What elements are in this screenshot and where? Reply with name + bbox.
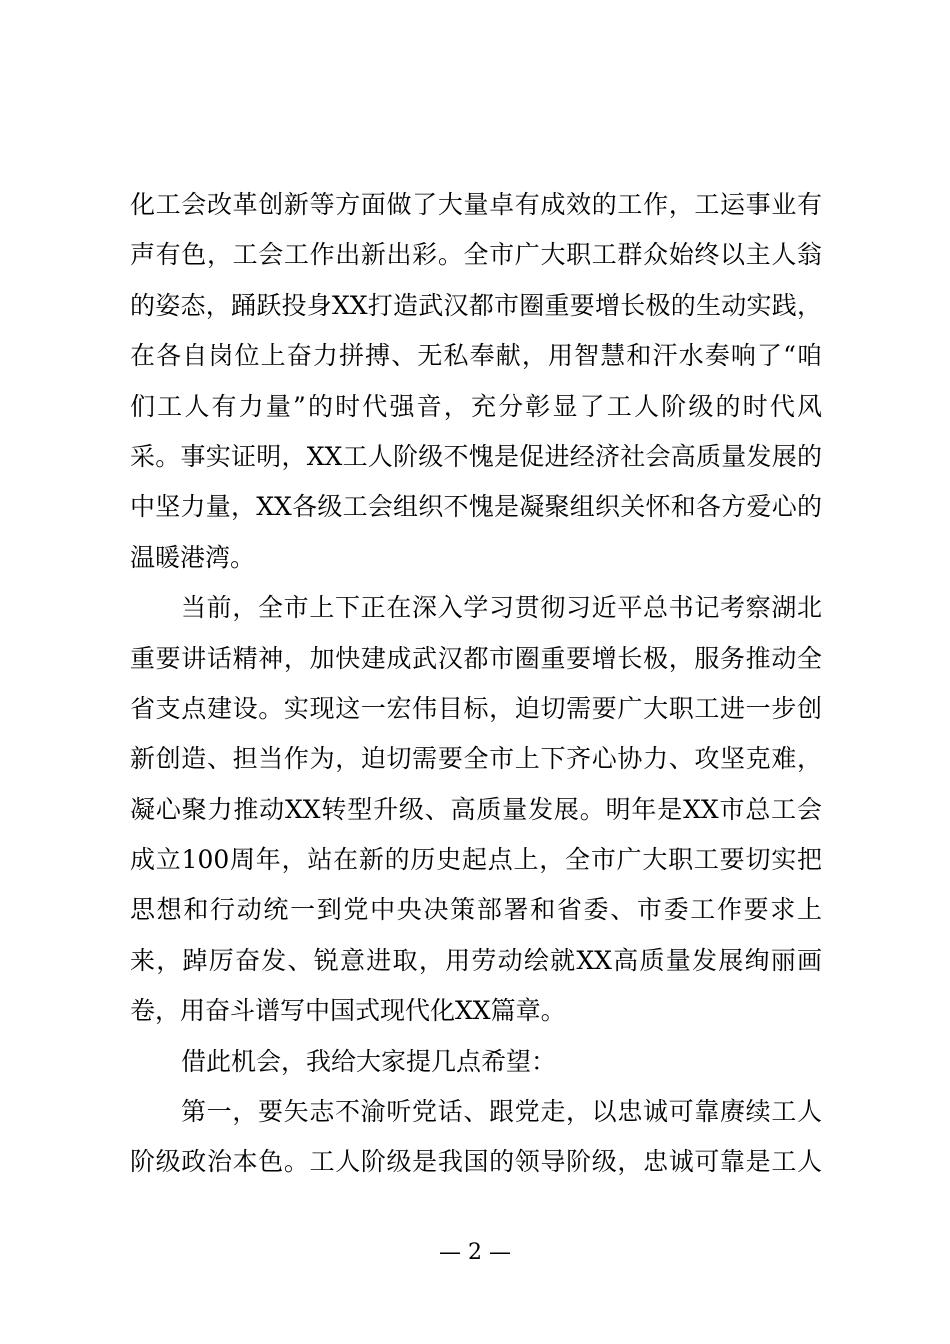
document-body [130, 180, 822, 1188]
page-number: — 2 — [439, 1240, 511, 1265]
text-line: 在各自岗位上奋力拼搏、无私奉献，用智慧和汗水奏响了“咱 [130, 341, 822, 371]
text-line: 们工人有力量”的时代强音，充分彰显了工人阶级的时代风 [130, 391, 822, 421]
text-line: 中坚力量，XX各级工会组织不愧是凝聚组织关怀和各方爱心的 [130, 492, 822, 522]
text-line: 省支点建设。实现这一宏伟目标，迫切需要广大职工进一步创 [130, 693, 822, 723]
text-line: 采。事实证明，XX工人阶级不愧是促进经济社会高质量发展的 [130, 441, 822, 471]
text-line: 新创造、担当作为，迫切需要全市上下齐心协力、攻坚克难， [130, 744, 822, 774]
text-line: 化工会改革创新等方面做了大量卓有成效的工作，工运事业有 [130, 190, 822, 219]
paragraph [130, 583, 822, 1037]
paragraph [130, 180, 822, 583]
text-line: 卷，用奋斗谱写中国式现代化XX篇章。 [130, 996, 566, 1026]
text-line: 重要讲话精神，加快建成武汉都市圈重要增长极，服务推动全 [130, 643, 822, 673]
text-line: 凝心聚力推动XX转型升级、高质量发展。明年是XX市总工会 [130, 794, 822, 824]
text-line: 温暖港湾。 [130, 542, 256, 572]
text-line: 来，踔厉奋发、锐意进取，用劳动绘就XX高质量发展绚丽画 [130, 945, 822, 975]
text-line: 成立100周年，站在新的历史起点上，全市广大职工要切实把 [130, 845, 822, 875]
text-line: 思想和行动统一到党中央决策部署和省委、市委工作要求上 [130, 895, 822, 925]
text-line: 的姿态，踊跃投身XX打造武汉都市圈重要增长极的生动实践， [130, 290, 822, 320]
text-line: 第一，要矢志不渝听党话、跟党走，以忠诚可靠赓续工人 [181, 1097, 822, 1127]
text-line: 当前，全市上下正在深入学习贯彻习近平总书记考察湖北 [181, 593, 822, 623]
paragraph [130, 1087, 822, 1188]
text-line: 阶级政治本色。工人阶级是我国的领导阶级，忠诚可靠是工人 [130, 1147, 822, 1177]
text-line: 声有色，工会工作出新出彩。全市广大职工群众始终以主人翁 [130, 240, 822, 270]
paragraph [130, 1037, 822, 1087]
text-line: 借此机会，我给大家提几点希望： [181, 1046, 557, 1076]
